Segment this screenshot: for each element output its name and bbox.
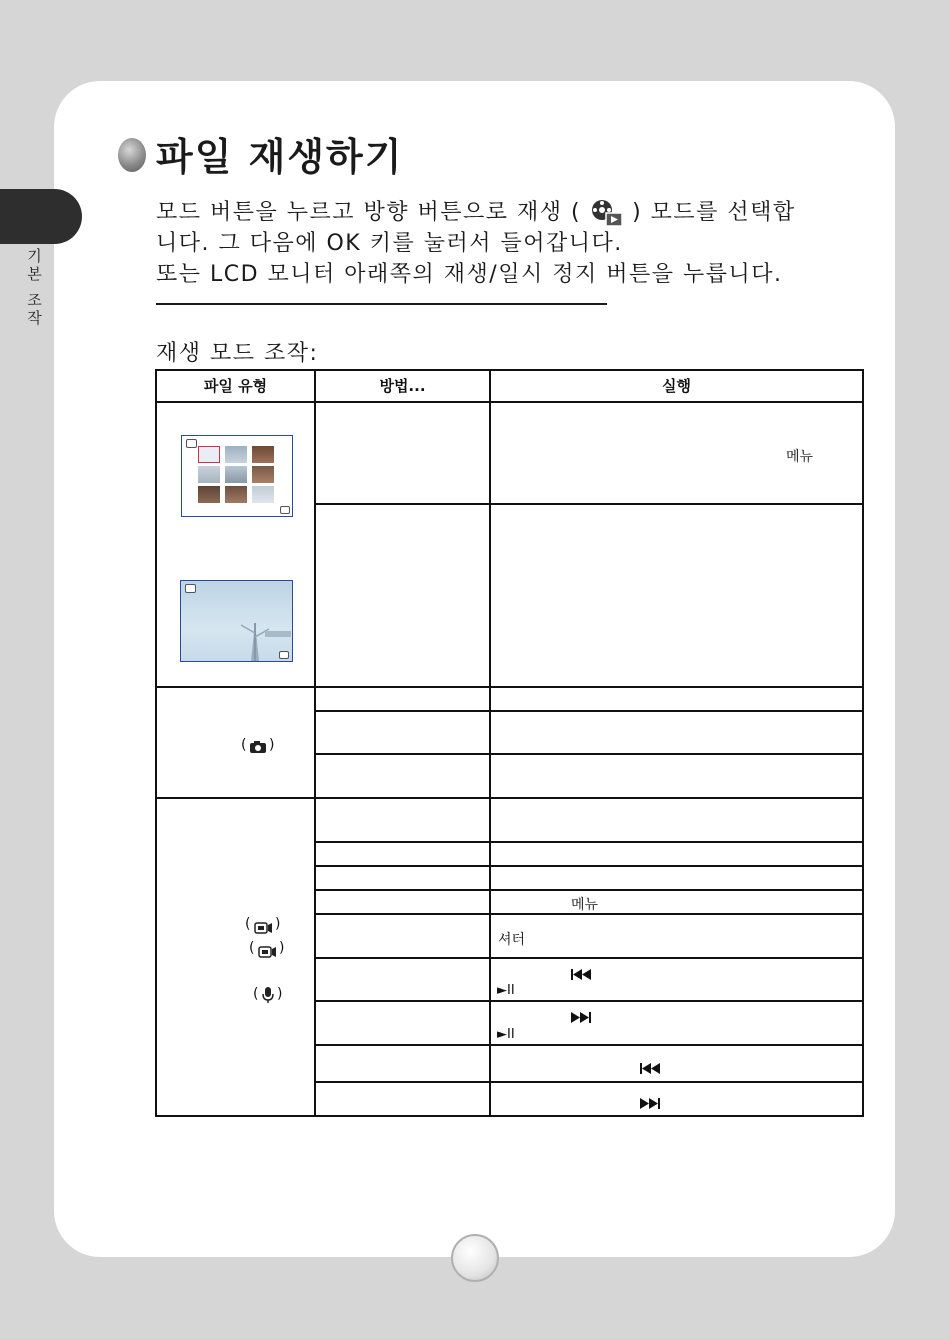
card-status-icon xyxy=(279,651,289,659)
intro-line-1 xyxy=(156,197,866,228)
playback-mode-icon xyxy=(590,198,624,228)
thumbnail-tile xyxy=(252,446,274,463)
thumbnail-tile xyxy=(225,466,247,483)
photo-paren-open: ( xyxy=(241,737,247,753)
thumbnail-tile xyxy=(198,486,220,503)
video-paren-close-2: ) xyxy=(279,940,285,956)
thumbnail-tile xyxy=(225,486,247,503)
skip-back-icon xyxy=(639,1059,661,1078)
thumbnail-tile xyxy=(198,466,220,483)
menu-label: 메뉴 xyxy=(786,449,814,465)
video-icon-2 xyxy=(257,943,277,962)
photo-paren-close: ) xyxy=(269,737,275,753)
thumbnail-tile xyxy=(252,486,274,503)
intro-line-1-start: 모드 버튼을 누르고 방향 버튼으로 재생 ( xyxy=(156,200,582,225)
title-bullet-icon xyxy=(118,138,146,172)
skip-back-icon xyxy=(570,965,592,984)
row-divider xyxy=(314,753,862,755)
section-tab xyxy=(0,189,82,244)
divider-rule xyxy=(156,303,607,305)
camera-icon xyxy=(249,739,267,758)
card-status-icon xyxy=(280,506,290,514)
intro-text xyxy=(156,197,866,290)
playback-badge-icon xyxy=(186,439,197,448)
intro-line-1-end: ) 모드를 선택합 xyxy=(632,200,796,225)
section-label: 기본 조작 xyxy=(25,248,43,328)
playback-table xyxy=(155,369,864,1117)
play-pause-label-2: ►II xyxy=(497,1027,515,1042)
header-divider xyxy=(157,401,862,403)
page-number-badge xyxy=(451,1234,499,1282)
intro-line-2: 니다. 그 다음에 OK 키를 눌러서 들어갑니다. xyxy=(156,231,623,256)
thumbnail-tile-selected xyxy=(198,446,220,463)
thumbnail-tile xyxy=(252,466,274,483)
group-divider xyxy=(157,686,862,688)
video-icon xyxy=(253,919,273,938)
fullscreen-image xyxy=(181,581,292,661)
intro-line-3: 또는 LCD 모니터 아래쪽의 재생/일시 정지 버튼을 누릅니다. xyxy=(156,262,783,287)
thumbnail-tile xyxy=(225,446,247,463)
header-file-type: 파일 유형 xyxy=(203,377,268,395)
row-divider xyxy=(314,710,862,712)
row-divider xyxy=(314,1044,862,1046)
video-paren-open: ( xyxy=(245,916,251,932)
group-divider xyxy=(157,797,862,799)
col-divider-2 xyxy=(489,371,491,1115)
fullscreen-preview xyxy=(180,580,293,662)
header-method: 방법... xyxy=(379,377,426,395)
col-divider-1 xyxy=(314,371,316,1115)
video-paren-close: ) xyxy=(275,916,281,932)
row-divider xyxy=(314,865,862,867)
play-pause-label: ►II xyxy=(497,983,515,998)
shutter-label: 셔터 xyxy=(498,932,526,948)
video-paren-open-2: ( xyxy=(249,940,255,956)
row-divider xyxy=(314,503,862,505)
row-divider xyxy=(314,889,862,891)
row-divider xyxy=(314,957,862,959)
video-menu-label: 메뉴 xyxy=(571,897,599,913)
microphone-icon xyxy=(261,986,275,1008)
voice-paren-open: ( xyxy=(253,986,259,1002)
row-divider xyxy=(314,841,862,843)
skip-forward-icon xyxy=(570,1008,592,1027)
section-subtitle: 재생 모드 조작: xyxy=(156,341,319,366)
thumbnail-grid-preview xyxy=(181,435,293,517)
header-action: 실행 xyxy=(662,377,691,395)
voice-paren-close: ) xyxy=(277,986,283,1002)
page-title: 파일 재생하기 xyxy=(156,135,404,179)
row-divider xyxy=(314,1081,862,1083)
row-divider xyxy=(314,1000,862,1002)
skip-forward-icon xyxy=(639,1094,661,1113)
